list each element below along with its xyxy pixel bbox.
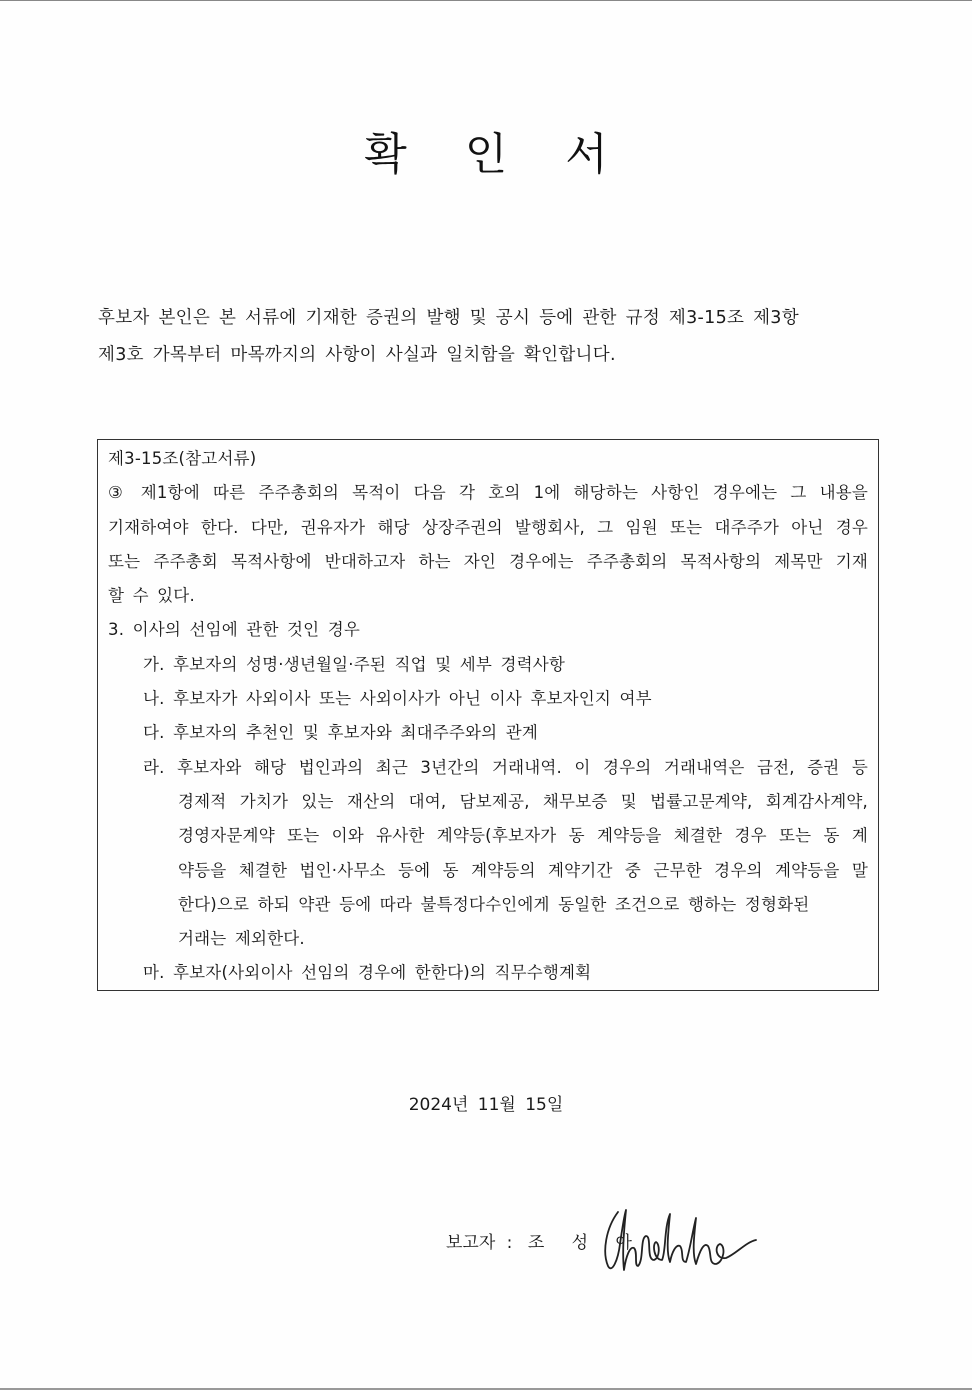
sub-item-ra-cont: 한다)으로 하되 약관 등에 따라 불특정다수인에게 동일한 조건으로 행하는 정형화된 bbox=[178, 894, 810, 914]
sub-item-ra-cont: 경영자문계약 또는 이와 유사한 계약등(후보자가 동 계약등을 체결한 경우 또는 동 계 bbox=[178, 826, 868, 846]
statement-line: 후보자 본인은 본 서류에 기재한 증권의 발행 및 공시 등에 관한 규정 제3-15조 제3항 bbox=[98, 308, 799, 328]
sub-item-ra-cont: 거래는 제외한다. bbox=[178, 929, 305, 949]
paragraph-line: 기재하여야 한다. 다만, 권유자가 해당 상장주권의 발행회사, 그 임원 또는 대주주가 아닌 경우 bbox=[108, 517, 868, 537]
paragraph-line: 또는 주주총회 목적사항에 반대하고자 하는 자인 경우에는 주주총회의 목적사항의 제목만 기재 bbox=[108, 551, 868, 571]
document-title: 확 인 서 bbox=[364, 129, 630, 180]
regulation-reference-box bbox=[97, 439, 879, 991]
signature-icon bbox=[600, 1200, 760, 1280]
top-border bbox=[0, 0, 972, 1]
sub-item-na: 나. 후보자가 사외이사 또는 사외이사가 아닌 이사 후보자인지 여부 bbox=[143, 689, 652, 709]
document-date: 2024년 11월 15일 bbox=[408, 1095, 564, 1115]
paragraph-line: ③ 제1항에 따른 주주총회의 목적이 다음 각 호의 1에 해당하는 사항인 경우에는 그 내용을 bbox=[108, 483, 868, 503]
confirmation-statement bbox=[98, 300, 878, 374]
sub-item-ga: 가. 후보자의 성명·생년월일·주된 직업 및 세부 경력사항 bbox=[143, 654, 566, 674]
reporter-name: 조 성 아 bbox=[527, 1233, 640, 1253]
paragraph-line: 할 수 있다. bbox=[108, 586, 195, 606]
item-3-heading: 3. 이사의 선임에 관한 것인 경우 bbox=[108, 620, 361, 640]
sub-item-ra-cont: 경제적 가치가 있는 재산의 대여, 담보제공, 채무보증 및 법률고문계약, 회계감사계약, bbox=[178, 791, 868, 811]
sub-item-ra: 라. 후보자와 해당 법인과의 최근 3년간의 거래내역. 이 경우의 거래내역은 금전, 증권 등 bbox=[143, 757, 868, 777]
sub-item-ma: 마. 후보자(사외이사 선임의 경우에 한한다)의 직무수행계획 bbox=[143, 963, 592, 983]
sub-item-ra-cont: 약등을 체결한 법인·사무소 등에 동 계약등의 계약기간 중 근무한 경우의 계약등을 말 bbox=[178, 860, 868, 880]
reporter-label: 보고자 : bbox=[446, 1233, 513, 1253]
sub-item-da: 다. 후보자의 추천인 및 후보자와 최대주주와의 관계 bbox=[143, 723, 539, 743]
statement-line: 제3호 가목부터 마목까지의 사항이 사실과 일치함을 확인합니다. bbox=[98, 345, 616, 365]
regulation-heading: 제3-15조(참고서류) bbox=[108, 449, 257, 468]
